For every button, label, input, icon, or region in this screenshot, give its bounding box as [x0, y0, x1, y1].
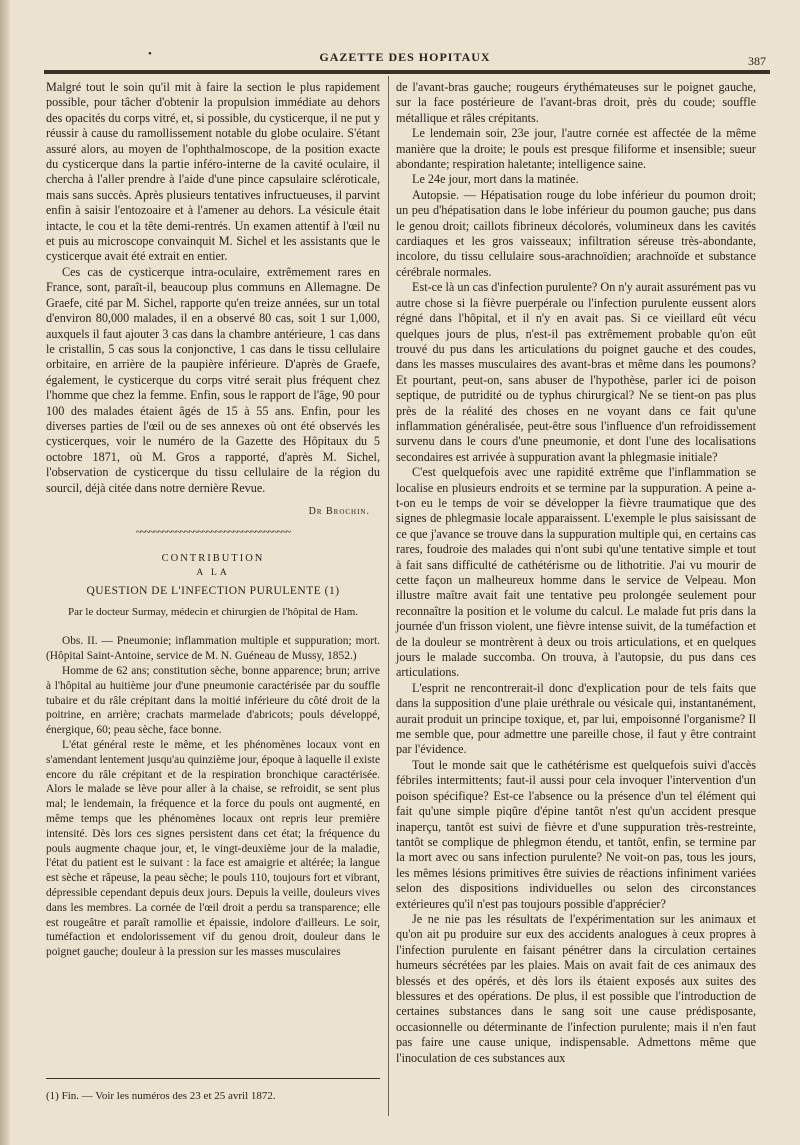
observation-heading: Obs. II. — Pneumonie; inflammation multiple et suppuration; mort. (Hôpital Saint-Antoine, service de M. N. Guéneau de Mussy, 1852.) [46, 635, 380, 663]
page-binding-edge [0, 0, 10, 1145]
paragraph: Le 24e jour, mort dans la matinée. [412, 172, 579, 187]
article-byline: Par le docteur Surmay, médecin et chirurgien de l'hôpital de Ham. [67, 606, 359, 618]
column-divider [388, 76, 389, 1116]
footnote: (1) Fin. — Voir les numéros des 23 et 25 avril 1872. [46, 1090, 276, 1102]
paragraph: Tout le monde sait que le cathétérisme est quelquefois suivi d'accès fébriles intermittents; faut-il aussi pour cela invoquer l'intervention d'un poison spécifique? Est-ce l'absence ou la présence d'un tel élément qui fait qu'une simple piqûre d'épine tantôt n'est qu'un accident presque inaperçu, tantôt est suivi de fièvre et d'une suppuration très-restreinte, tantôt se complique de phlegmon étendu, et tantôt, enfin, se termine par la mort avec ou sans infection purulente? Ne voit-on pas, tous les jours, les mêmes lésions primitives être suivies de réactions infiniment variées selon des dispositions individuelles ou selon des circonstances extérieures qu'il n'est pas toujours possible d'apprécier? [396, 757, 756, 911]
article-title: QUESTION DE L'INFECTION PURULENTE (1) [86, 584, 340, 597]
ornament-divider: ~~~~~~~~~~~~~~~~~~~~~~~~~~~~~~~~~~~ [135, 527, 291, 539]
right-column [396, 80, 756, 1066]
section-heading-1: CONTRIBUTION [161, 552, 265, 564]
paragraph: Le lendemain soir, 23e jour, l'autre cornée est affectée de la même manière que la droite; le pouls est presque filiforme et insensible; sueur abondante; respiration haletante; intelligence saine. [396, 126, 756, 172]
paragraph: C'est quelquefois avec une rapidité extrême que l'inflammation se localise en plusieurs endroits et se termine par la suppuration. A peine a-t-on eu le temps de voir se développer la fièvre traumatique que des signes de phlegmasie locale apparaissent. L'exemple le plus saisissant de ce que j'avance se trouve dans la suppuration multiple qui, en certains cas rares, foudroie des malades qui n'ont subi qu'une tentative simple et tout à fait sans difficulté de cathétérisme ou de lithotritie. J'ai vu mourir de cette façon un malheureux homme dans le service de Velpeau. Mon illustre maître avait fait une tentative peu prolongée seulement pour reconnaître la position et le volume du calcul. Le malade fut pris dans la journée d'un frisson violent, une fièvre intense suivit, de la tuméfaction et de la douleur se montrèrent à deux ou trois articulations, et en quelques jours le malade succomba. On trouva, à l'autopsie, du pus dans ces articulations. [396, 465, 756, 680]
journal-title: GAZETTE DES HOPITAUX [319, 50, 491, 64]
section-heading-2: A LA [196, 568, 230, 579]
paragraph: L'esprit ne rencontrerait-il donc d'explication pour de tels faits que dans la supposition d'une plaie uréthrale ou vésicale qui, instantanément, aurait produit un principe toxique, et, par lui, empoisonné l'organisme? Il me semble que, pour admettre une pareille chose, il faut y être contraint par l'évidence. [396, 680, 756, 757]
running-header [40, 48, 770, 68]
paragraph: Est-ce là un cas d'infection purulente? On n'y aurait assurément pas vu autre chose si la fièvre puerpérale ou l'infection purulente eussent alors régné dans l'hôpital, et il n'y en avait pas. Si ce vieillard eût vécu quelques jours de plus, n'est-il pas extrêmement probable qu'on eût trouvé du pus dans les articulations du poignet gauche et des coudes, dans les masses musculaires des avant-bras et même dans les poumons? Et pourtant, peut-on, sans abuser de l'hypothèse, parler ici de poison septique, de putridité ou de typhus chirurgical? Ne se tient-on pas plus près de la réalité des choses en ne voyant dans ce fait qu'une inflammation généralisée, peut-être sous l'influence d'un refroidissement survenu dans le cours d'une pneumonie, et dont l'une des localisations secondaires est arrivée à suppuration avant la phlegmasie initiale? [396, 280, 756, 464]
paragraph: Homme de 62 ans; constitution sèche, bonne apparence; brun; arrive à l'hôpital au huitième jour d'une pneumonie caractérisée par du souffle tubaire et du râle crépitant dans la moitié inférieure du côté droit de la poitrine, en arrière; crachats marmelade d'abricots; pouls développé, énergique, 60; peau sèche, face bonne. [46, 665, 380, 737]
paragraph: de l'avant-bras gauche; rougeurs érythémateuses sur le poignet gauche, sur la face postérieure de l'avant-bras droit, près du coude; souffle métallique et râles crépitants. [396, 80, 756, 125]
autopsy-paragraph: Autopsie. — Hépatisation rouge du lobe inférieur du poumon droit; un peu d'hépatisation dans le lobe inférieur du poumon gauche; pus dans le genou droit; caillots fibrineux décolorés, volumineux dans les cavités cardiaques et les gros vaisseaux; infiltration séreuse très-abondante, incolore, du tissu cellulaire sous-arachnoïdien; arachnoïde et substance cérébrale normales. [396, 187, 756, 279]
paragraph: Ces cas de cysticerque intra-oculaire, extrêmement rares en France, sont, paraît-il, beaucoup plus communs en Allemagne. De Graefe, cité par M. Sichel, rapporte qu'en treize années, sur un total d'environ 80,000 malades, il en a observé 80 cas, soit 1 sur 1,000, auxquels il faut ajouter 3 cas dans la chambre antérieure, 1 cas dans le cristallin, 5 cas sous la conjonctive, 1 cas dans le tissu cellulaire orbitaire, en arrière de la paupière inférieure. D'après de Graefe, également, le cysticerque du corps vitré serait plus fréquent chez l'homme que chez la femme. Enfin, sous le rapport de l'âge, 90 pour 100 des malades étaient âgés de 15 à 55 ans. Enfin, pour les diverses parties de l'œil ou de ses annexes où ont été observés les cysticerques, voir le numéro de la Gazette des Hôpitaux du 5 octobre 1871, où M. Gros a rapporté, d'après M. Sichel, l'observation de cysticerque du tissu cellulaire de la région du sourcil, déjà citée dans notre dernière Revue. [46, 264, 380, 495]
page-number: 387 [748, 54, 766, 68]
footnote-rule [46, 1078, 380, 1079]
paragraph: Malgré tout le soin qu'il mit à faire la section le plus rapidement possible, pour tâcher d'obtenir la propulsion immédiate au dehors des opacités du corps vitré, et, si possible, du cysticerque, il ne put y réussir à cause du ramollissement notable du globe oculaire. S'étant assuré alors, au moyen de l'ophthalmoscope, de la position exacte du cysticerque dans la partie inféro-interne de la cavité oculaire, il chercha à l'aller prendre à l'aide d'une pince capsulaire scléroticale, mais sans succès. Après plusieurs tentatives infructueuses, il parvint enfin à saisir l'entozoaire et à l'amener au dehors. La vésicule était intacte, le cou et la tête demi-rentrés. Un examen attentif à l'œil nu et puis au microscope convainquit M. Sichel et les assistants que le cysticerque avait été extrait en entier. [46, 80, 380, 264]
author-signature: Dr Brochin. [308, 505, 370, 517]
left-column [46, 80, 380, 960]
paragraph: Je ne nie pas les résultats de l'expérimentation sur les animaux et qu'on ait pu produire sur eux des accidents analogues à ceux propres à l'infection purulente en faisant pénétrer dans la circulation certaines humeurs sécrétées par les plaies. Mais on avait fait de ces animaux des blessés et des opérés, et dès lors ils étaient exposés aux suites des blessures et des opérations. De plus, il est possible que l'introduction de certaines substances dans le sang soit une cause prédisposante, occasionnelle ou déterminante de l'infection purulente; mais il n'en faut pas faire une cause unique, indispensable. Admettons même que l'inoculation de ces substances aux [396, 911, 756, 1065]
header-rule [44, 70, 770, 74]
header-mark: • [148, 48, 152, 60]
paragraph: L'état général reste le même, et les phénomènes locaux vont en s'amendant lentement jusqu'au quinzième jour, époque à laquelle il existe encore du râle crépitant et de la respiration bronchique caractérisée. Alors le malade se lève pour aller à la chaise, se refroidit, se sent plus mal; le lendemain, la fréquence et la force du pouls ont augmenté, en même temps que les phénomènes locaux ont repris leur première intensité. Dès lors ces signes persistent dans cet état; la fréquence du pouls augmente chaque jour, et, le vingt-deuxième jour de la maladie, l'état du patient est le suivant : la face est amaigrie et altérée; la langue est sèche et râpeuse, la peau sèche; le pouls 110, toujours fort et vibrant, dépressible cependant depuis deux jours. Depuis la veille, douleurs vives dans les membres. La cornée de l'œil droit a perdu sa transparence; elle est rougeâtre et paraît ramollie et épaissie, indolore d'ailleurs. Le soir, tuméfaction et endolorissement vif du genou droit, douleur dans le poignet gauche; douleur à la pression sur les masses musculaires [46, 738, 380, 959]
